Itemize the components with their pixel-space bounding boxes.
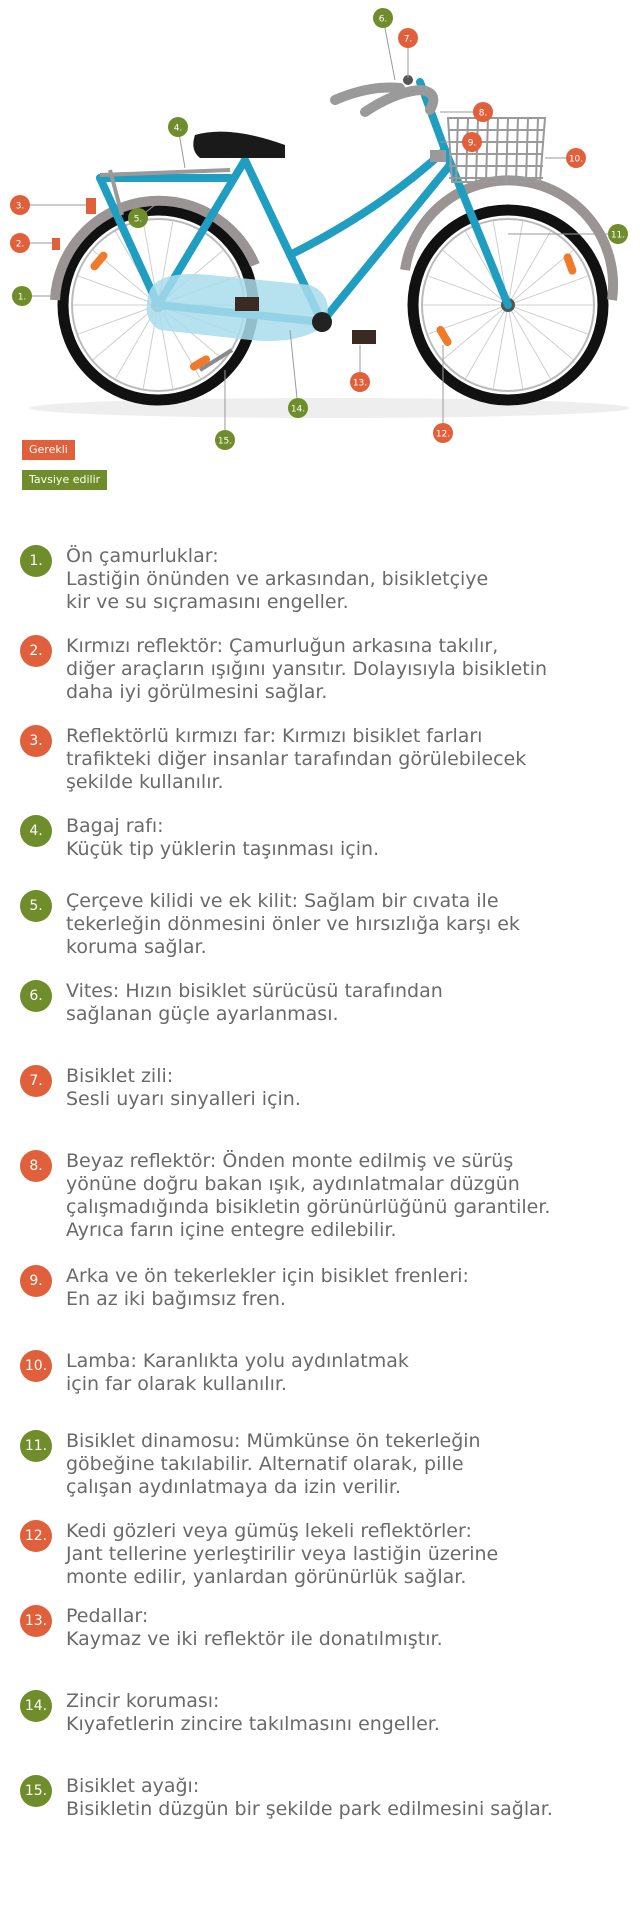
- item-number-badge: 2.: [20, 635, 52, 667]
- callout-marker: [462, 132, 482, 152]
- item-description: Zincir koruması: Kıyafetlerin zincire takılmasını engeller.: [66, 1690, 440, 1735]
- basket: [448, 118, 545, 182]
- callout-number: 11.: [610, 230, 626, 241]
- callout-marker: [215, 430, 235, 450]
- pedal-right: [352, 330, 376, 344]
- callout-number: 6.: [378, 14, 388, 25]
- item-description: Reflektörlü kırmızı far: Kırmızı bisiklet farları trafikteki diğer insanlar tarafından görülebilecek şekilde kullanılır.: [66, 725, 527, 793]
- callout-marker: [473, 102, 493, 122]
- callout-number: 8.: [478, 108, 488, 119]
- item-number-badge: 11.: [20, 1430, 52, 1462]
- item-number-badge: 15.: [20, 1775, 52, 1807]
- item-description: Bisiklet zili: Sesli uyarı sinyalleri için.: [66, 1065, 301, 1110]
- callout-marker: [288, 398, 308, 418]
- handlebar: [335, 88, 433, 113]
- rear-light: [86, 198, 96, 214]
- item-number-badge: 5.: [20, 890, 52, 922]
- callout-marker: [433, 423, 453, 443]
- item-number-badge: 3.: [20, 725, 52, 757]
- callout-number: 13.: [352, 378, 368, 389]
- callout-marker: [350, 372, 370, 392]
- item-number-badge: 6.: [20, 980, 52, 1012]
- item-description: Kırmızı reflektör: Çamurluğun arkasına takılır, diğer araçların ışığını yansıtır. Dolayısıyla bisikletin daha iyi görülmesini sağlar.: [66, 635, 548, 703]
- item-description: Vites: Hızın bisiklet sürücüsü tarafından sağlanan güçle ayarlanması.: [66, 980, 443, 1025]
- item-number-badge: 1.: [20, 545, 52, 577]
- callout-number: 2.: [15, 239, 25, 250]
- item-number-badge: 8.: [20, 1150, 52, 1182]
- bicycle-diagram: [0, 0, 640, 510]
- callout-marker: [10, 195, 30, 215]
- item-description: Bagaj rafı: Küçük tip yüklerin taşınması için.: [66, 815, 380, 860]
- callout-number: 15.: [217, 436, 233, 447]
- item-number-badge: 10.: [20, 1350, 52, 1382]
- item-number-badge: 12.: [20, 1520, 52, 1552]
- item-description: Pedallar: Kaymaz ve iki reflektör ile donatılmıştır.: [66, 1605, 443, 1650]
- callout-number: 4.: [173, 123, 183, 134]
- item-number-badge: 7.: [20, 1065, 52, 1097]
- rear-reflector: [52, 238, 60, 250]
- legend-recommended-tag: Tavsiye edilir: [22, 470, 107, 490]
- callout-number: 14.: [290, 404, 306, 415]
- front-spoke-reflector: [562, 252, 577, 275]
- item-description: Çerçeve kilidi ve ek kilit: Sağlam bir cıvata ile tekerleğin dönmesini önler ve hırsızlığa karşı ek koruma sağlar.: [66, 890, 520, 958]
- item-description: Ön çamurluklar: Lastiğin önünden ve arkasından, bisikletçiye kir ve su sıçramasını engeller.: [66, 545, 489, 613]
- callout-number: 10.: [568, 154, 584, 165]
- callout-marker: [608, 224, 628, 244]
- callout-number: 5.: [133, 214, 143, 225]
- saddle: [193, 132, 285, 158]
- pedal-left: [235, 297, 259, 311]
- callout-marker: [398, 28, 418, 48]
- callout-marker: [373, 8, 393, 28]
- callout-number: 1.: [17, 292, 27, 303]
- item-description: Lamba: Karanlıkta yolu aydınlatmak için far olarak kullanılır.: [66, 1350, 409, 1395]
- callout-marker: [128, 208, 148, 228]
- callout-marker: [12, 286, 32, 306]
- callout-marker: [566, 148, 586, 168]
- item-number-badge: 9.: [20, 1265, 52, 1297]
- item-description: Kedi gözleri veya gümüş lekeli reflektörler: Jant tellerine yerleştirilir veya lastiğin üzerine monte edilir, yanlardan görünürlük sağlar.: [66, 1520, 499, 1588]
- callout-number: 3.: [15, 201, 25, 212]
- item-description: Beyaz reflektör: Önden monte edilmiş ve sürüş yönüne doğru bakan ışık, aydınlatmalar düzgün çalışmadığında bisikletin görünürlüğünü garantiler. Ayrıca farın içine entegre edilebilir.: [66, 1150, 551, 1241]
- item-description: Bisiklet dinamosu: Mümkünse ön tekerleğin göbeğine takılabilir. Alternatif olarak, pille çalışan aydınlatmaya da izin verilir.: [66, 1430, 481, 1498]
- item-number-badge: 14.: [20, 1690, 52, 1722]
- legend-required-tag: Gerekli: [22, 440, 75, 460]
- callout-marker: [168, 117, 188, 137]
- item-description: Bisiklet ayağı: Bisikletin düzgün bir şekilde park edilmesini sağlar.: [66, 1775, 553, 1820]
- callout-marker: [10, 233, 30, 253]
- callout-number: 7.: [403, 34, 413, 45]
- front-lamp: [430, 150, 446, 162]
- item-number-badge: 13.: [20, 1605, 52, 1637]
- callout-number: 9.: [467, 138, 477, 149]
- item-description: Arka ve ön tekerlekler için bisiklet frenleri: En az iki bağımsız fren.: [66, 1265, 469, 1310]
- item-number-badge: 4.: [20, 815, 52, 847]
- callout-number: 12.: [435, 429, 451, 440]
